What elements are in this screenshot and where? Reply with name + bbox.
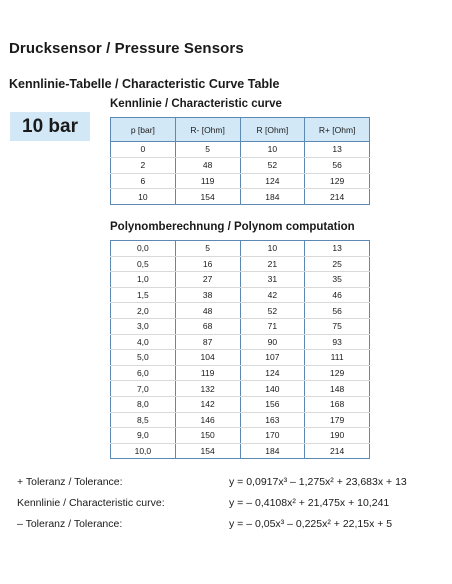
table-cell: 190 xyxy=(305,428,370,444)
table-cell: 6,0 xyxy=(111,365,176,381)
table-cell: 184 xyxy=(240,189,305,205)
table-row xyxy=(111,443,370,459)
table-row xyxy=(111,189,370,205)
table-cell: 31 xyxy=(240,272,305,288)
table-cell: 132 xyxy=(175,381,240,397)
table-cell: 27 xyxy=(175,272,240,288)
table-cell: 75 xyxy=(305,318,370,334)
table-cell: 148 xyxy=(305,381,370,397)
table-cell: 25 xyxy=(305,256,370,272)
table-cell: 42 xyxy=(240,287,305,303)
table-cell: 119 xyxy=(175,173,240,189)
table-cell: 0,5 xyxy=(111,256,176,272)
table-cell: 3,0 xyxy=(111,318,176,334)
table-cell: 111 xyxy=(305,350,370,366)
table-row xyxy=(111,334,370,350)
table-cell: 48 xyxy=(175,157,240,173)
section-subtitle: Kennlinie-Tabelle / Characteristic Curve Table xyxy=(9,77,280,91)
table-cell: 90 xyxy=(240,334,305,350)
table-cell: 5 xyxy=(175,142,240,158)
table-cell: 179 xyxy=(305,412,370,428)
table-cell: 129 xyxy=(305,173,370,189)
table-cell: 8,5 xyxy=(111,412,176,428)
table-row xyxy=(111,287,370,303)
table-row xyxy=(111,303,370,319)
table-cell: 68 xyxy=(175,318,240,334)
formula-label: Kennlinie / Characteristic curve: xyxy=(17,497,165,509)
table-row xyxy=(111,241,370,257)
table-cell: 52 xyxy=(240,303,305,319)
table-cell: 0 xyxy=(111,142,176,158)
table-row xyxy=(111,350,370,366)
table-row xyxy=(111,256,370,272)
table-row xyxy=(111,173,370,189)
table-cell: 142 xyxy=(175,396,240,412)
page-title: Drucksensor / Pressure Sensors xyxy=(9,40,244,57)
table-cell: 9,0 xyxy=(111,428,176,444)
formula-equation: y = – 0,4108x² + 21,475x + 10,241 xyxy=(229,497,390,509)
table-cell: 7,0 xyxy=(111,381,176,397)
table-cell: 56 xyxy=(305,303,370,319)
table-cell: 52 xyxy=(240,157,305,173)
table-cell: 170 xyxy=(240,428,305,444)
table-cell: 146 xyxy=(175,412,240,428)
table-row xyxy=(111,272,370,288)
table-row xyxy=(111,428,370,444)
table-cell: 46 xyxy=(305,287,370,303)
table-cell: 163 xyxy=(240,412,305,428)
table-cell: 87 xyxy=(175,334,240,350)
table-cell: 48 xyxy=(175,303,240,319)
table-cell: 10 xyxy=(240,241,305,257)
table-cell: 93 xyxy=(305,334,370,350)
table-header-row xyxy=(111,118,370,142)
table-cell: 154 xyxy=(175,443,240,459)
table-cell: 56 xyxy=(305,157,370,173)
table-row xyxy=(111,412,370,428)
table-row xyxy=(111,142,370,158)
table-cell: 1,0 xyxy=(111,272,176,288)
table-cell: 1,5 xyxy=(111,287,176,303)
table-cell: 35 xyxy=(305,272,370,288)
table-cell: 104 xyxy=(175,350,240,366)
header-pressure: p [bar] xyxy=(111,118,176,142)
table-row xyxy=(111,365,370,381)
table-cell: 107 xyxy=(240,350,305,366)
table-cell: 10,0 xyxy=(111,443,176,459)
table-row xyxy=(111,157,370,173)
header-r-minus: R- [Ohm] xyxy=(175,118,240,142)
table-row xyxy=(111,318,370,334)
table-cell: 150 xyxy=(175,428,240,444)
table-cell: 214 xyxy=(305,443,370,459)
table-cell: 140 xyxy=(240,381,305,397)
table-cell: 214 xyxy=(305,189,370,205)
table-cell: 124 xyxy=(240,365,305,381)
table-cell: 2,0 xyxy=(111,303,176,319)
table-cell: 2 xyxy=(111,157,176,173)
characteristic-table-caption: Kennlinie / Characteristic curve xyxy=(110,98,282,110)
table-cell: 5 xyxy=(175,241,240,257)
table-cell: 13 xyxy=(305,241,370,257)
table-cell: 5,0 xyxy=(111,350,176,366)
table-row xyxy=(111,396,370,412)
characteristic-table xyxy=(110,117,370,205)
header-r: R [Ohm] xyxy=(240,118,305,142)
formula-equation: y = 0,0917x³ – 1,275x² + 23,683x + 13 xyxy=(229,476,407,488)
formula-equation: y = – 0,05x³ – 0,225x² + 22,15x + 5 xyxy=(229,518,393,530)
table-cell: 71 xyxy=(240,318,305,334)
table-cell: 4,0 xyxy=(111,334,176,350)
table-cell: 129 xyxy=(305,365,370,381)
table-cell: 0,0 xyxy=(111,241,176,257)
table-cell: 156 xyxy=(240,396,305,412)
table-cell: 6 xyxy=(111,173,176,189)
table-cell: 13 xyxy=(305,142,370,158)
polynom-table-caption: Polynomberechnung / Polynom computation xyxy=(110,221,355,233)
table-cell: 119 xyxy=(175,365,240,381)
table-row xyxy=(111,381,370,397)
table-cell: 124 xyxy=(240,173,305,189)
table-cell: 184 xyxy=(240,443,305,459)
table-cell: 10 xyxy=(240,142,305,158)
formula-label: + Toleranz / Tolerance: xyxy=(17,476,123,488)
table-cell: 38 xyxy=(175,287,240,303)
table-cell: 16 xyxy=(175,256,240,272)
polynom-table xyxy=(110,240,370,459)
table-cell: 10 xyxy=(111,189,176,205)
formula-label: – Toleranz / Tolerance: xyxy=(17,518,123,530)
table-cell: 8,0 xyxy=(111,396,176,412)
pressure-range-badge: 10 bar xyxy=(10,112,90,141)
table-cell: 21 xyxy=(240,256,305,272)
header-r-plus: R+ [Ohm] xyxy=(305,118,370,142)
table-cell: 168 xyxy=(305,396,370,412)
table-cell: 154 xyxy=(175,189,240,205)
